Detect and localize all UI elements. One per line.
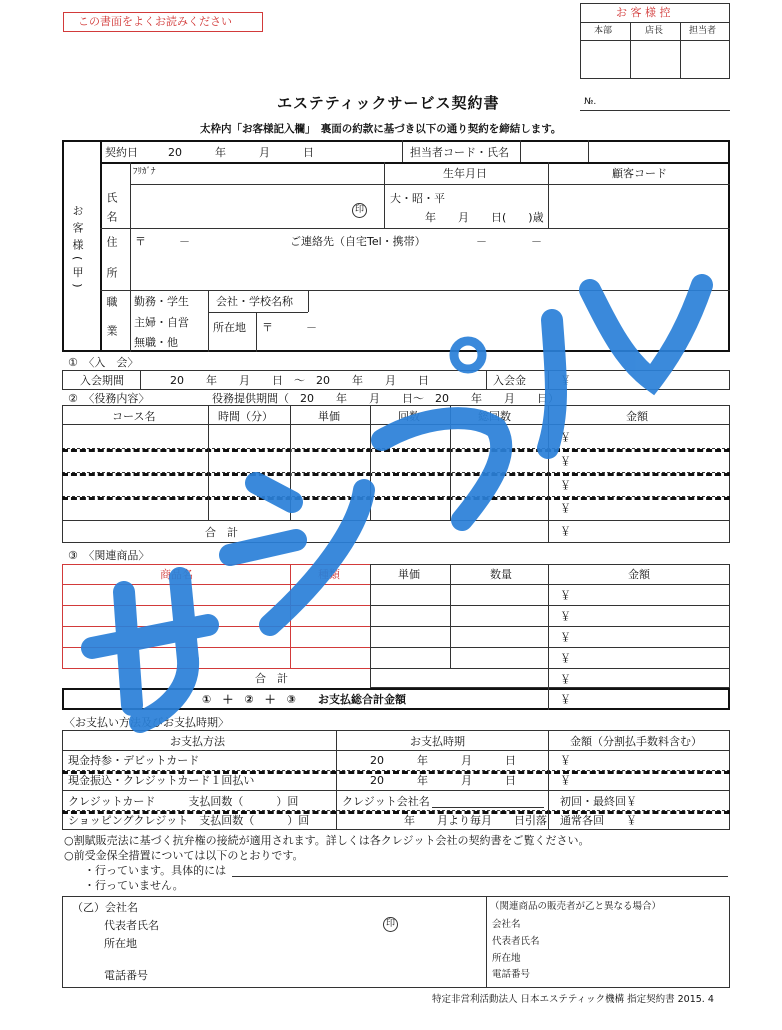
contact-label: ご連絡先（自宅Tel・携帯） <box>290 235 426 248</box>
s3-row-yen: ￥ <box>560 631 571 644</box>
s3-col-type: 種類 <box>318 568 340 581</box>
pay-row-shopping: ショッピングクレジット 支払回数（ ）回 <box>68 814 310 827</box>
pay-each: 通常各回 ￥ <box>560 814 637 827</box>
pay-yen-1: ￥ <box>560 754 571 767</box>
enrollment-period: 20 年 月 日 ～ 20 年 月 日 <box>170 374 429 387</box>
occupation-3[interactable]: 無職・他 <box>134 336 178 349</box>
otsu-rep: 代表者氏名 <box>104 919 159 932</box>
enrollment-fee-label: 入会金 <box>493 374 526 387</box>
otsu-address: 所在地 <box>104 937 137 950</box>
pay-debit-schedule: 年 月より毎月 日引落 <box>404 814 547 827</box>
pay-yen-2: ￥ <box>560 774 571 787</box>
no-label: №. <box>584 97 597 107</box>
s3-col-qty: 数量 <box>490 568 512 581</box>
otsu-phone: 電話番号 <box>104 969 148 982</box>
note-1: ○割賦販売法に基づく抗弁権の接続が適用されます。詳しくは各クレジット会社の契約書をご覧ください。 <box>64 834 590 847</box>
note-3: ・行っています。具体的には <box>84 864 227 877</box>
copy-col-staff: 担当者 <box>689 26 717 36</box>
occupation-label: 職業 <box>105 296 118 354</box>
s2-total-yen: ￥ <box>560 525 571 538</box>
otsu-company: （乙）会社名 <box>72 901 138 914</box>
s2-col-time: 時間（分） <box>218 410 273 423</box>
customer-section-label: お客様(甲) <box>71 205 84 294</box>
s2-col-total-count: 総回数 <box>478 410 511 423</box>
occupation-2[interactable]: 主婦・自営 <box>134 316 189 329</box>
otsu-alt-rep: 代表者氏名 <box>492 936 540 947</box>
pay-col-timing: お支払時期 <box>410 735 465 748</box>
location-postal: 〒 － <box>262 321 317 334</box>
s2-col-price: 単価 <box>318 410 340 423</box>
otsu-alt-company: 会社名 <box>492 919 521 930</box>
address-label: 住所 <box>105 236 118 298</box>
grand-total-label: ① ＋ ② ＋ ③ お支払総合計金額 <box>202 693 406 706</box>
s2-row-yen: ￥ <box>560 431 571 444</box>
pay-date-2: 20 年 月 日 <box>370 774 516 787</box>
postal-code: 〒 － <box>135 235 190 248</box>
location-label: 所在地 <box>213 321 246 334</box>
s2-row-yen: ￥ <box>560 479 571 492</box>
pay-row-transfer: 現金振込・クレジットカード１回払い <box>68 774 255 787</box>
s3-col-product: 商品名 <box>160 568 193 581</box>
enrollment-period-label: 入会期間 <box>80 374 124 387</box>
section1-heading: ① 〈入 会〉 <box>68 356 139 369</box>
staff-label: 担当者コード・氏名 <box>410 146 509 159</box>
contract-date-label: 契約日 <box>105 146 138 159</box>
otsu-alt-address: 所在地 <box>492 953 521 964</box>
contract-date: 20 年 月 日 <box>168 146 314 159</box>
section2-heading: ② 〈役務内容〉 <box>68 392 150 405</box>
s3-total-yen: ￥ <box>560 673 571 686</box>
watermark-text: サンプル <box>0 0 4 1</box>
pay-col-method: お支払方法 <box>170 735 225 748</box>
otsu-alt-phone: 電話番号 <box>492 969 531 980</box>
copy-col-hq: 本部 <box>594 26 613 36</box>
s3-row-yen: ￥ <box>560 610 571 623</box>
pay-credit-company: クレジット会社名 <box>342 795 430 808</box>
contact-dash: － － <box>476 235 542 248</box>
birthday-label: 生年月日 <box>443 167 487 180</box>
page-title: エステティックサービス契約書 <box>277 94 500 112</box>
birth-date: 年 月 日( )歳 <box>425 211 544 224</box>
furigana-label: ﾌﾘｶﾞﾅ <box>133 167 156 177</box>
s2-col-amount: 金額 <box>626 410 648 423</box>
seal-mark: 印 <box>352 203 367 218</box>
occupation-1[interactable]: 勤務・学生 <box>134 295 189 308</box>
company-label: 会社・学校名称 <box>216 295 293 308</box>
s2-col-count: 回数 <box>398 410 420 423</box>
footer: 特定非営利活動法人 日本エステティック機構 指定契約書 2015. 4 <box>432 994 714 1005</box>
s3-col-amount: 金額 <box>628 568 650 581</box>
otsu-alt-heading: （関連商品の販売者が乙と異なる場合） <box>490 901 662 912</box>
s3-row-yen: ￥ <box>560 652 571 665</box>
grand-total-yen: ￥ <box>560 693 571 706</box>
otsu-seal: 印 <box>383 917 398 932</box>
s3-row-yen: ￥ <box>560 589 571 602</box>
note-4: ・行っていません。 <box>84 879 184 892</box>
section3-heading: ③ 〈関連商品〉 <box>68 549 150 562</box>
s3-total-label: 合 計 <box>255 672 288 685</box>
customer-code-label: 顧客コード <box>612 167 667 180</box>
birth-era: 大・昭・平 <box>390 192 445 205</box>
copy-col-manager: 店長 <box>645 26 664 36</box>
pay-row-cash: 現金持参・デビットカード <box>68 754 200 767</box>
s2-row-yen: ￥ <box>560 455 571 468</box>
s2-col-course: コース名 <box>112 410 156 423</box>
pay-date-1: 20 年 月 日 <box>370 754 516 767</box>
pay-col-amount: 金額（分割払手数料含む） <box>570 735 702 748</box>
payment-heading: 〈お支払い方法及びお支払時期〉 <box>64 716 229 729</box>
name-label: 氏名 <box>105 192 118 230</box>
note-2: ○前受金保全措置については以下のとおりです。 <box>64 849 304 862</box>
pay-row-credit: クレジットカード 支払回数（ ）回 <box>68 795 299 808</box>
pay-first-last: 初回・最終回￥ <box>560 795 637 808</box>
s2-total-label: 合 計 <box>205 526 238 539</box>
subtitle: 太枠内「お客様記入欄」 裏面の約款に基づき以下の通り契約を締結します。 <box>200 123 562 135</box>
notice-text: この書面をよくお読みください <box>78 15 232 28</box>
s3-col-price: 単価 <box>398 568 420 581</box>
service-period: 役務提供期間（ 20 年 月 日～ 20 年 月 日） <box>212 392 559 405</box>
s2-row-yen: ￥ <box>560 502 571 515</box>
customer-copy-title: お 客 様 控 <box>616 6 671 19</box>
enrollment-fee-yen: ￥ <box>560 374 571 387</box>
